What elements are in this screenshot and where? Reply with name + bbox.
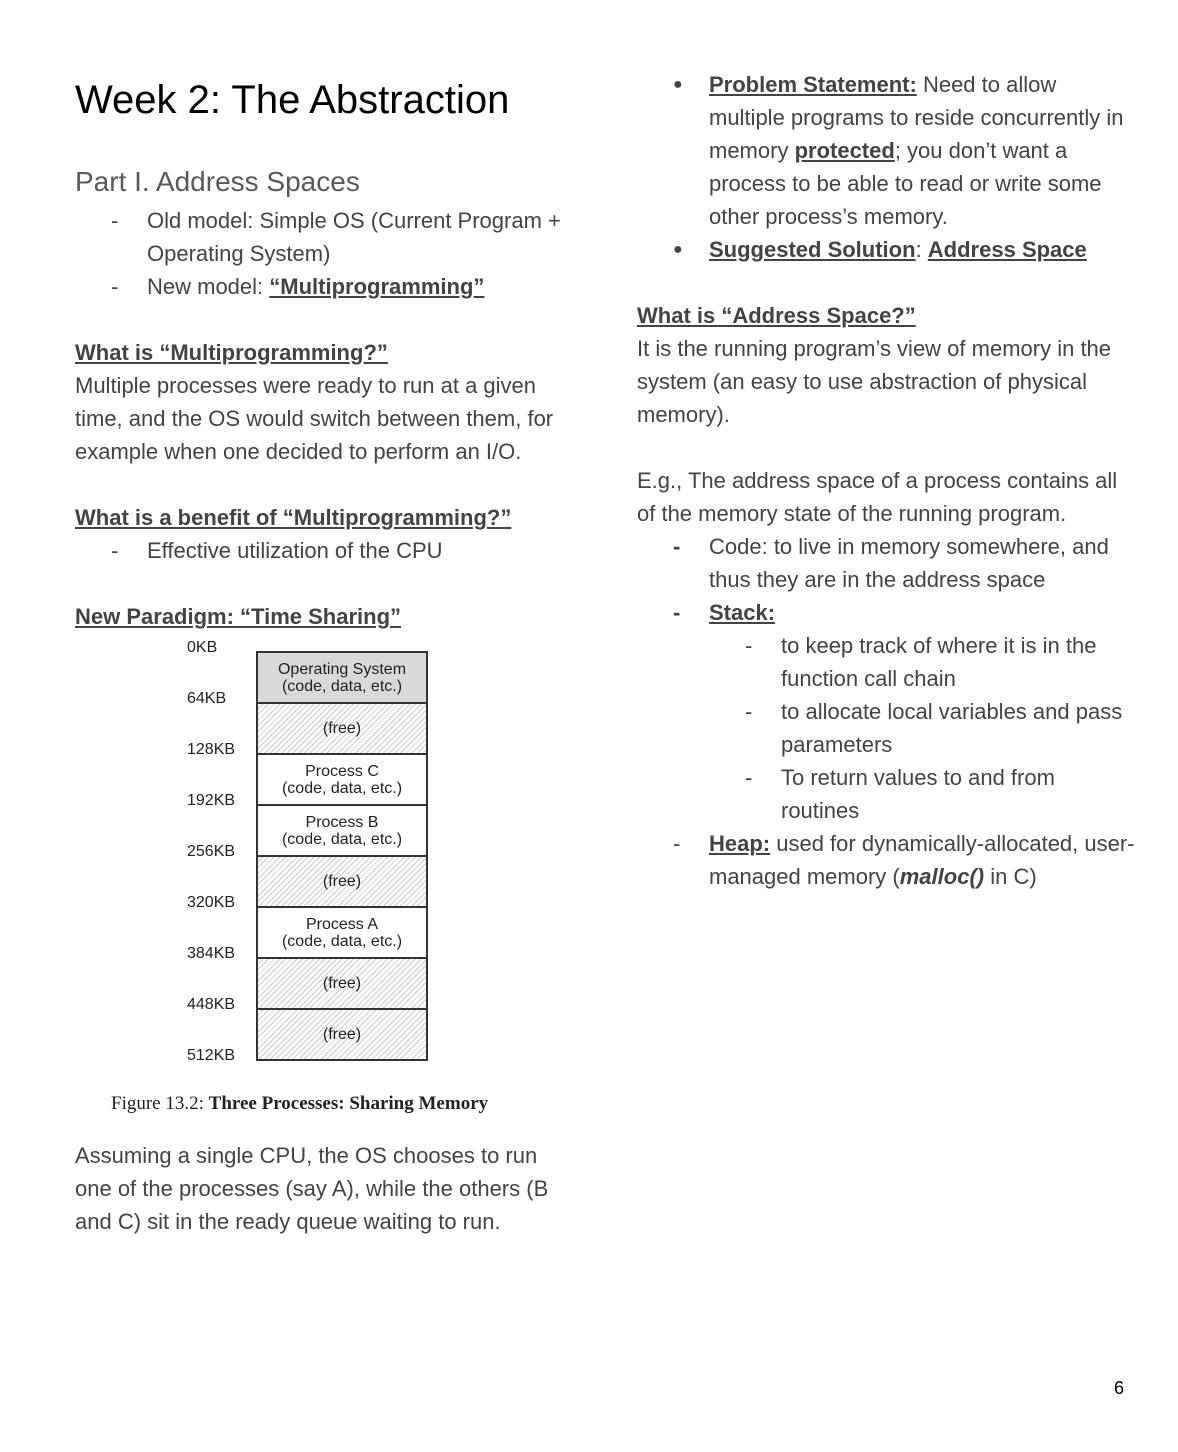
list-item: - To return values to and from routines xyxy=(637,761,1137,827)
free-block: (free) xyxy=(258,857,426,908)
list-item: - Effective utilization of the CPU xyxy=(75,534,575,567)
address-label: 64KB xyxy=(187,690,227,707)
figure-caption: Figure 13.2: Three Processes: Sharing Memory xyxy=(111,1093,489,1114)
address-label: 256KB xyxy=(187,843,236,860)
problem-statement: ● Problem Statement: Need to allow multiple programs to reside concurrently in memory protected; you don’t want a process to be able to read or write some other process’s memory. xyxy=(637,68,1137,233)
memory-map xyxy=(256,651,428,1061)
multiprogramming-body: Multiple processes were ready to run at a given time, and the OS would switch between them, for example when one decided to perform an I/O. xyxy=(75,373,554,464)
address-label: 448KB xyxy=(187,996,236,1013)
free-block: (free) xyxy=(258,704,426,755)
page-number: 6 xyxy=(1114,1378,1125,1398)
stack-item: - Stack: xyxy=(637,596,1137,629)
address-label: 192KB xyxy=(187,792,236,809)
suggested-solution: ● Suggested Solution: Address Space xyxy=(637,233,1137,266)
assumption-paragraph: Assuming a single CPU, the OS chooses to run one of the processes (say A), while the others (B and C) sit in the ready queue waiting to run. xyxy=(75,1143,549,1234)
list-item: - to keep track of where it is in the function call chain xyxy=(637,629,1137,695)
process-a-block: Process A (code, data, etc.) xyxy=(258,908,426,959)
multiprogramming-heading: What is “Multiprogramming?” xyxy=(75,340,388,365)
benefit-heading: What is a benefit of “Multiprogramming?” xyxy=(75,505,512,530)
code-item: - Code: to live in memory somewhere, and thus they are in the address space xyxy=(637,530,1137,596)
page-title: Week 2: The Abstraction xyxy=(75,78,510,122)
list-item: - New model: “Multiprogramming” xyxy=(75,270,575,303)
os-block: Operating System (code, data, etc.) xyxy=(258,653,426,704)
address-label: 384KB xyxy=(187,945,236,962)
address-space-body: It is the running program’s view of memory in the system (an easy to use abstraction of physical memory). xyxy=(637,336,1112,427)
address-label: 512KB xyxy=(187,1047,236,1064)
address-space-heading: What is “Address Space?” xyxy=(637,303,916,328)
process-c-block: Process C (code, data, etc.) xyxy=(258,755,426,806)
heap-item: - Heap: used for dynamically-allocated, user-managed memory (malloc() in C) xyxy=(637,827,1137,893)
time-sharing-heading: New Paradigm: “Time Sharing” xyxy=(75,604,402,629)
list-item: - to allocate local variables and pass parameters xyxy=(637,695,1137,761)
multiprogramming-term: “Multiprogramming” xyxy=(269,274,485,299)
list-item: - Old model: Simple OS (Current Program + Operating System) xyxy=(75,204,575,270)
section-heading: Part I. Address Spaces xyxy=(75,166,360,197)
left-column xyxy=(75,76,575,1238)
free-block: (free) xyxy=(258,1010,426,1059)
model-list xyxy=(75,204,575,303)
memory-figure xyxy=(75,639,575,1139)
address-label: 320KB xyxy=(187,894,236,911)
address-label: 0KB xyxy=(187,639,218,656)
process-b-block: Process B (code, data, etc.) xyxy=(258,806,426,857)
example-paragraph: E.g., The address space of a process contains all of the memory state of the running program. xyxy=(637,468,1118,526)
free-block: (free) xyxy=(258,959,426,1010)
address-label: 128KB xyxy=(187,741,236,758)
right-column xyxy=(637,68,1137,893)
